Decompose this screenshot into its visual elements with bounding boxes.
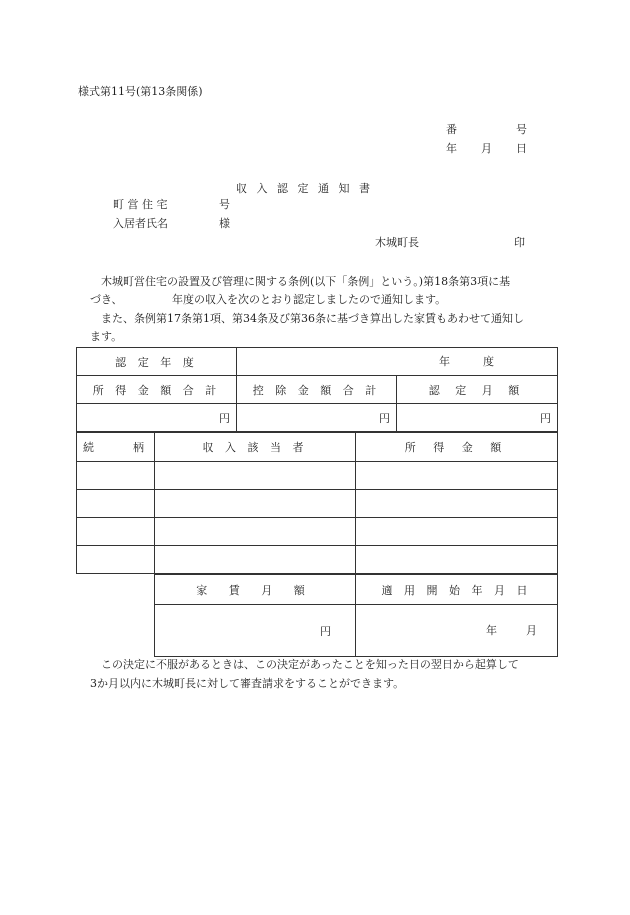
relation-label-2: 柄: [133, 441, 144, 454]
issuer-name: 木城町長: [375, 236, 419, 249]
start-month: 月: [526, 624, 537, 637]
address-label: 町 営 住 宅: [113, 198, 168, 211]
date-day: 日: [516, 142, 527, 155]
income-person-header: 収 入 該 当 者: [155, 433, 356, 462]
yen-unit: 円: [540, 411, 551, 425]
issuer-seal: 印: [514, 236, 525, 249]
number-label: 番: [446, 123, 457, 136]
start-date-label: 適 用 開 始 年 月 日: [356, 575, 558, 605]
income-amount-cell[interactable]: [356, 546, 558, 574]
rent-label: 家 賃 月 額: [155, 575, 356, 605]
number-suffix: 号: [516, 123, 527, 136]
income-person-cell[interactable]: [155, 462, 356, 490]
cert-year-suffix: 年: [439, 355, 450, 368]
deduction-total-label: 控 除 金 額 合 計: [237, 376, 397, 404]
rent-value[interactable]: [155, 605, 356, 657]
relation-cell[interactable]: [77, 462, 155, 490]
income-person-cell[interactable]: [155, 490, 356, 518]
deduction-total-value[interactable]: [237, 404, 397, 432]
date-month: 月: [481, 142, 492, 155]
income-person-cell[interactable]: [155, 518, 356, 546]
income-amount-cell[interactable]: [356, 490, 558, 518]
relation-cell[interactable]: [77, 546, 155, 574]
document-title: 収 入 認 定 通 知 書: [236, 182, 373, 195]
appeal-note-line1: この決定に不服があるときは、この決定があったことを知った日の翌日から起算して: [101, 658, 519, 671]
address-suffix: 号: [219, 198, 230, 211]
start-date-value[interactable]: [356, 605, 558, 657]
resident-label: 入居者氏名: [113, 217, 168, 230]
cert-year-value[interactable]: [237, 348, 558, 376]
resident-honorific: 様: [219, 217, 230, 230]
body-p1-line1: 木城町営住宅の設置及び管理に関する条例(以下「条例」という。)第18条第3項に基: [101, 275, 511, 288]
cert-year-label: 認 定 年 度: [77, 348, 237, 376]
income-amount-header: 所 得 金 額: [356, 433, 558, 462]
cert-monthly-label: 認 定 月 額: [397, 376, 558, 404]
relation-header: [77, 433, 155, 462]
date-year: 年: [446, 142, 457, 155]
relation-cell[interactable]: [77, 518, 155, 546]
income-total-label: 所 得 金 額 合 計: [77, 376, 237, 404]
income-person-table: [76, 432, 558, 574]
relation-label-1: 続: [83, 441, 94, 454]
yen-unit: 円: [219, 411, 230, 425]
appeal-note-line2: 3か月以内に木城町長に対して審査請求をすることができます。: [90, 677, 405, 690]
cert-year-suffix2: 度: [483, 355, 494, 368]
body-p2-line2: ます。: [90, 330, 123, 343]
form-id: 様式第11号(第13条関係): [78, 85, 203, 98]
body-p1-line2: づき、 年度の収入を次のとおり認定しましたので通知します。: [90, 293, 447, 306]
body-p2-line1: また、条例第17条第1項、第34条及び第36条に基づき算出した家賃もあわせて通知し: [101, 312, 524, 325]
yen-unit: 円: [379, 411, 390, 425]
income-person-cell[interactable]: [155, 546, 356, 574]
income-amount-cell[interactable]: [356, 518, 558, 546]
start-year: 年: [486, 624, 497, 637]
certification-table: [76, 347, 558, 432]
cert-monthly-value[interactable]: [397, 404, 558, 432]
relation-cell[interactable]: [77, 490, 155, 518]
income-total-value[interactable]: [77, 404, 237, 432]
rent-table: [154, 574, 558, 657]
yen-unit: 円: [320, 624, 331, 638]
income-amount-cell[interactable]: [356, 462, 558, 490]
